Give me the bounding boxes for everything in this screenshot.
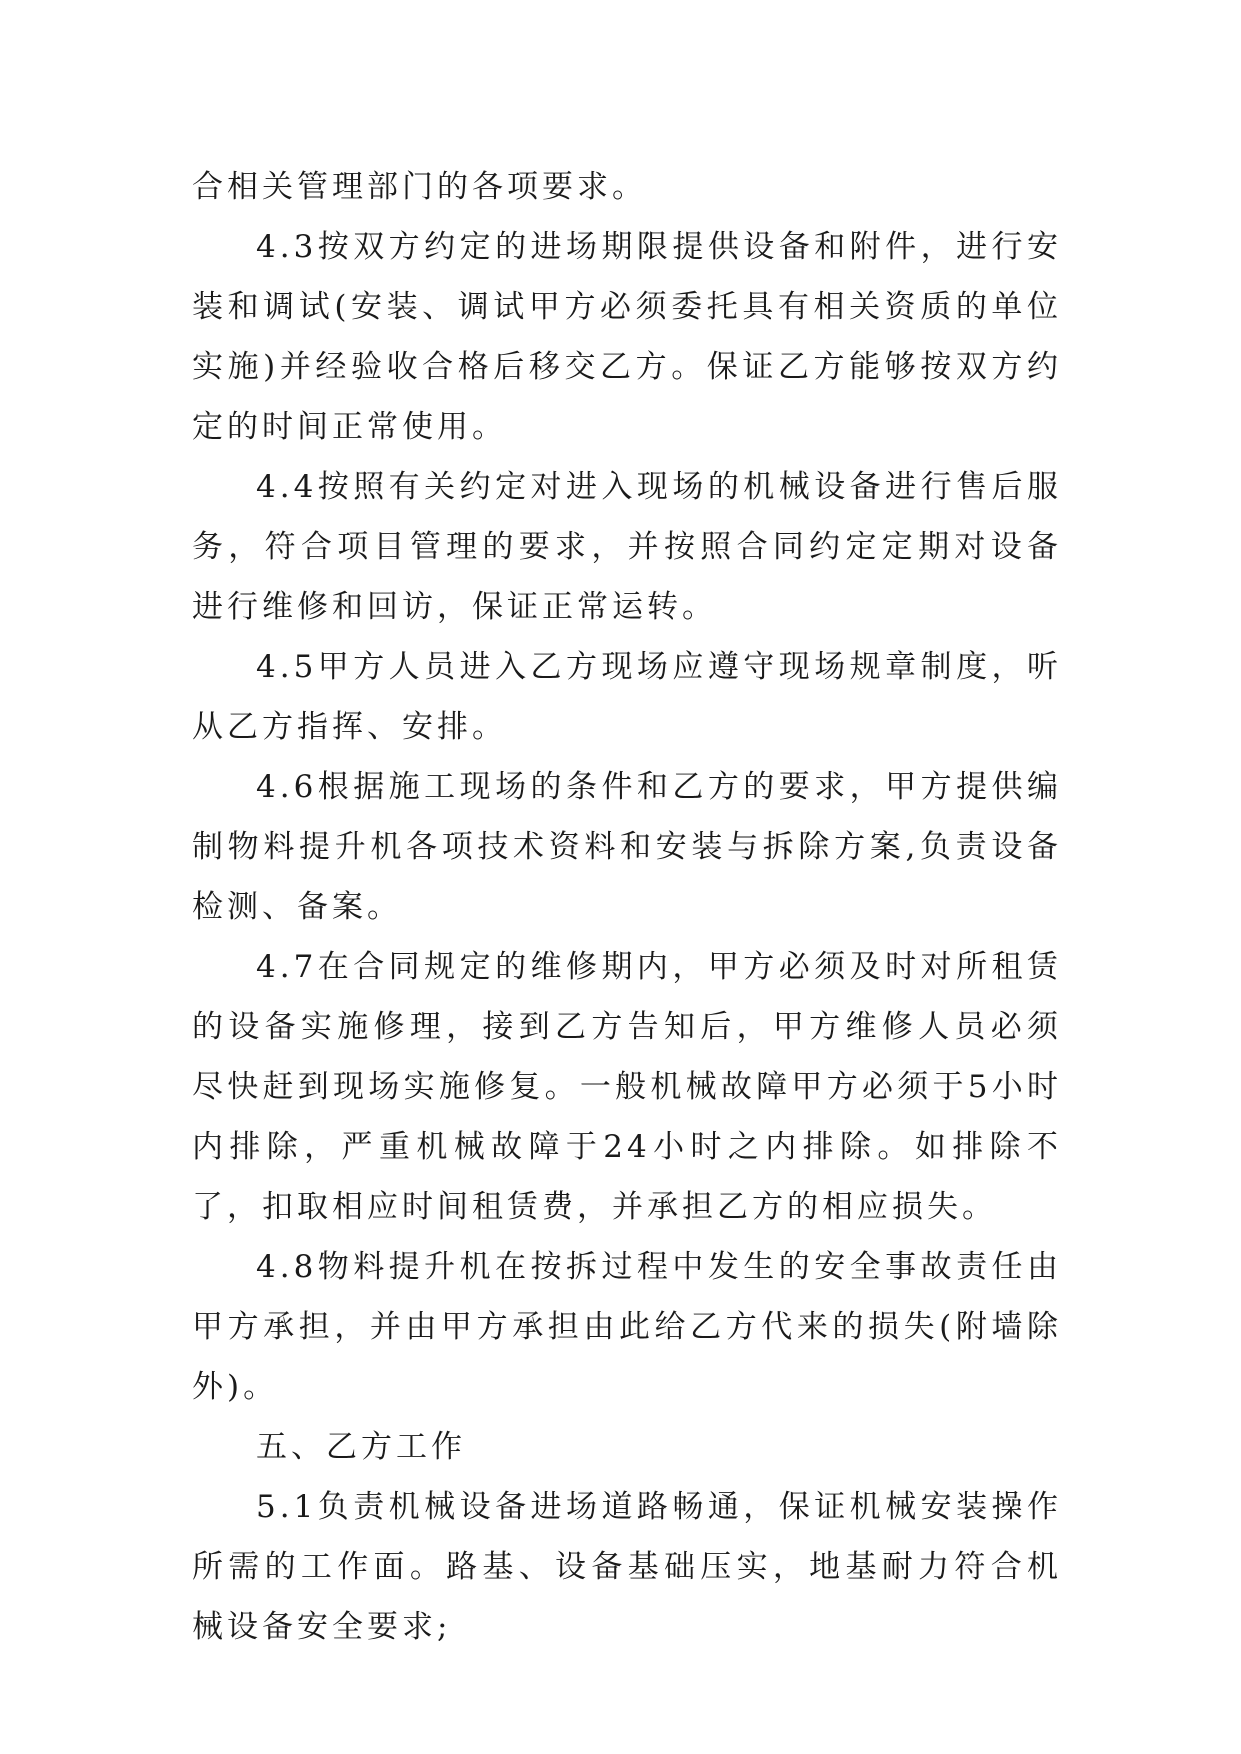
document-body: [192, 157, 1062, 1657]
paragraph: 4.3按双方约定的进场期限提供设备和附件，进行安装和调试(安装、调试甲方必须委托具有相关资质的单位实施)并经验收合格后移交乙方。保证乙方能够按双方约定的时间正常使用。: [192, 229, 1062, 445]
paragraph: 5.1负责机械设备进场道路畅通，保证机械安装操作所需的工作面。路基、设备基础压实，地基耐力符合机械设备安全要求;: [192, 1489, 1062, 1645]
paragraph: 4.5甲方人员进入乙方现场应遵守现场规章制度，听从乙方指挥、安排。: [192, 649, 1062, 745]
section-heading: 五、乙方工作: [256, 1429, 466, 1465]
paragraph: 4.4按照有关约定对进入现场的机械设备进行售后服务，符合项目管理的要求，并按照合同约定定期对设备进行维修和回访，保证正常运转。: [192, 469, 1062, 625]
paragraph: 合相关管理部门的各项要求。: [192, 169, 647, 205]
paragraph: 4.8物料提升机在按拆过程中发生的安全事故责任由甲方承担，并由甲方承担由此给乙方代来的损失(附墙除外)。: [192, 1249, 1062, 1405]
paragraph: 4.7在合同规定的维修期内，甲方必须及时对所租赁的设备实施修理，接到乙方告知后，甲方维修人员必须尽快赶到现场实施修复。一般机械故障甲方必须于5小时内排除，严重机械故障于24小时之内排除。如排除不了，扣取相应时间租赁费，并承担乙方的相应损失。: [192, 949, 1062, 1225]
paragraph: 4.6根据施工现场的条件和乙方的要求，甲方提供编制物料提升机各项技术资料和安装与拆除方案,负责设备检测、备案。: [192, 769, 1062, 925]
